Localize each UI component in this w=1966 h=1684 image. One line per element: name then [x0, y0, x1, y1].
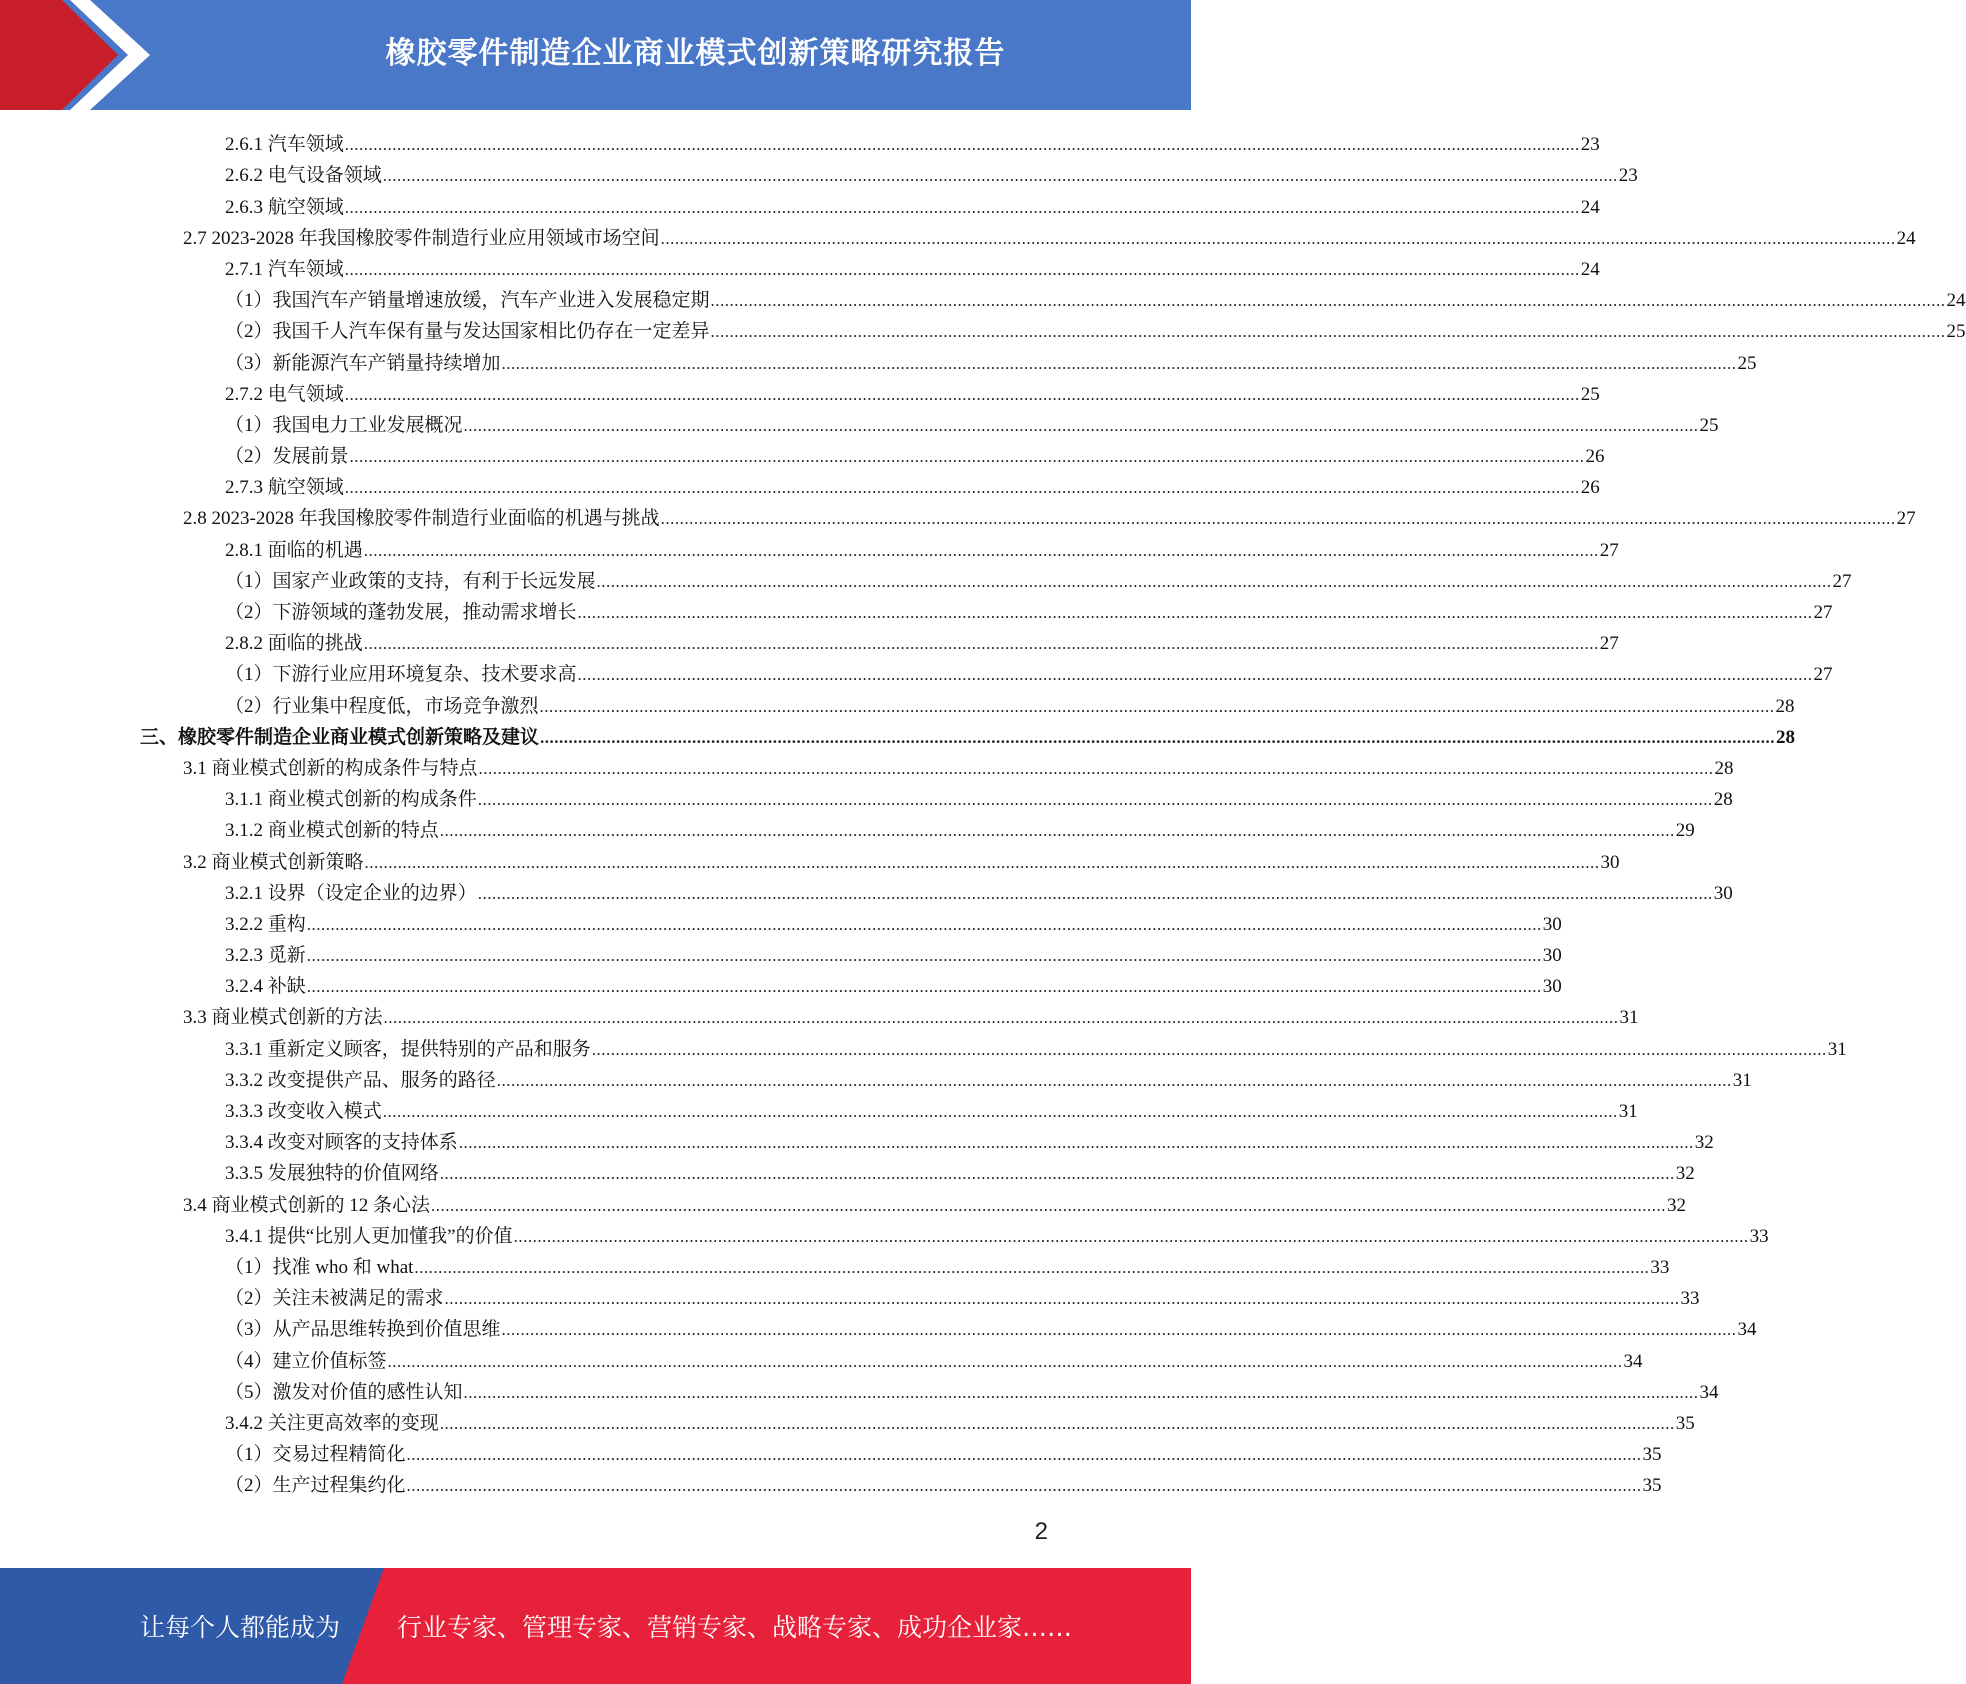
dot-leader: .................................................................................................................................................................................................................................................................... [496, 1070, 1732, 1090]
toc-entry[interactable] [225, 440, 1605, 471]
dot-leader: .................................................................................................................................................................................................................................................................... [344, 197, 1580, 217]
toc-entry-title: （4）建立价值标签 [225, 1350, 387, 1372]
toc-entry-title: 2.8.2 面临的挑战 [225, 633, 363, 655]
toc-entry-title: 3.1.2 商业模式创新的特点 [225, 820, 439, 842]
toc-entry-title: 三、橡胶零件制造企业商业模式创新策略及建议 [140, 726, 540, 748]
toc-entry-page: 31 [1827, 1038, 1847, 1060]
toc-entry-title: （1）下游行业应用环境复杂、技术要求高 [225, 664, 577, 686]
toc-entry[interactable] [225, 908, 1562, 939]
toc-entry-page: 30 [1542, 945, 1562, 967]
dot-leader: .................................................................................................................................................................................................................................................................... [344, 478, 1580, 498]
dot-leader: .................................................................................................................................................................................................................................................................... [344, 384, 1580, 404]
toc-entry[interactable] [225, 190, 1600, 221]
toc-entry-page: 32 [1694, 1132, 1714, 1154]
dot-leader: .................................................................................................................................................................................................................................................................... [477, 790, 1713, 810]
toc-entry-page: 34 [1623, 1350, 1643, 1372]
toc-entry-page: 27 [1599, 633, 1619, 655]
toc-entry-page: 30 [1713, 882, 1733, 904]
toc-entry-title: 3.1 商业模式创新的构成条件与特点 [183, 757, 478, 779]
dot-leader: .................................................................................................................................................................................................................................................................... [591, 1039, 1827, 1059]
dot-leader: .................................................................................................................................................................................................................................................................... [439, 821, 1675, 841]
toc-entry[interactable] [225, 378, 1600, 409]
toc-entry-title: 2.6.1 汽车领域 [225, 134, 344, 156]
dot-leader: .................................................................................................................................................................................................................................................................... [439, 1413, 1675, 1433]
toc-entry-page: 28 [1775, 695, 1795, 717]
toc-entry[interactable] [225, 1376, 1719, 1407]
dot-leader: .................................................................................................................................................................................................................................................................... [710, 291, 1946, 311]
toc-entry-page: 29 [1675, 820, 1695, 842]
toc-entry-title: 3.2.2 重构 [225, 913, 306, 935]
dot-leader: .................................................................................................................................................................................................................................................................... [463, 415, 1699, 435]
dot-leader: .................................................................................................................................................................................................................................................................... [382, 1102, 1618, 1121]
dot-leader: .................................................................................................................................................................................................................................................................... [444, 1289, 1680, 1309]
toc-entry[interactable] [225, 1313, 1757, 1344]
footer-slogan-right: 行业专家、管理专家、营销专家、战略专家、成功企业家…… [397, 1613, 1073, 1642]
table-of-contents [0, 128, 1966, 1500]
toc-entry[interactable] [225, 284, 1966, 315]
dot-leader: .................................................................................................................................................................................................................................................................... [478, 758, 1714, 778]
toc-entry-page: 25 [1699, 414, 1719, 436]
toc-entry-page: 35 [1642, 1444, 1662, 1466]
toc-entry[interactable] [225, 939, 1562, 970]
toc-entry-page: 33 [1749, 1225, 1769, 1247]
toc-entry[interactable] [225, 471, 1600, 502]
toc-entry-title: 2.7 2023-2028 年我国橡胶零件制造行业应用领域市场空间 [183, 227, 660, 249]
toc-entry-page: 23 [1580, 134, 1600, 156]
toc-entry-title: （2）我国千人汽车保有量与发达国家相比仍存在一定差异 [225, 321, 710, 343]
toc-entry[interactable] [183, 502, 1916, 533]
toc-entry[interactable] [140, 721, 1796, 752]
toc-entry[interactable] [225, 596, 1833, 627]
toc-entry[interactable] [225, 689, 1795, 720]
toc-entry-page: 24 [1580, 196, 1600, 218]
toc-entry[interactable] [225, 533, 1619, 564]
toc-entry-page: 24 [1946, 290, 1966, 312]
toc-entry[interactable] [225, 1438, 1662, 1469]
toc-entry-title: 2.8.1 面临的机遇 [225, 539, 363, 561]
toc-entry-page: 28 [1776, 726, 1796, 748]
toc-entry[interactable] [225, 1095, 1638, 1126]
dot-leader: .................................................................................................................................................................................................................................................................... [382, 166, 1618, 186]
toc-entry[interactable] [225, 565, 1852, 596]
toc-entry[interactable] [183, 1001, 1639, 1032]
toc-entry[interactable] [225, 658, 1833, 689]
toc-entry-page: 27 [1896, 508, 1916, 530]
toc-entry-title: 3.3.1 重新定义顾客，提供特别的产品和服务 [225, 1038, 591, 1060]
toc-entry[interactable] [225, 409, 1719, 440]
toc-entry-title: 3.1.1 商业模式创新的构成条件 [225, 789, 477, 811]
toc-entry-title: （2）生产过程集约化 [225, 1475, 406, 1497]
toc-entry-page: 32 [1667, 1194, 1687, 1216]
dot-leader: .................................................................................................................................................................................................................................................................... [596, 571, 1832, 591]
toc-entry-page: 27 [1813, 664, 1833, 686]
toc-entry-title: 2.8 2023-2028 年我国橡胶零件制造行业面临的机遇与挑战 [183, 508, 660, 530]
toc-entry-title: 3.4.1 提供“比别人更加懂我”的价值 [225, 1225, 513, 1247]
page-number: 2 [1034, 1518, 1048, 1545]
dot-leader: .................................................................................................................................................................................................................................................................... [406, 1445, 1642, 1465]
toc-entry[interactable] [225, 128, 1600, 159]
toc-entry[interactable] [183, 222, 1916, 253]
toc-entry-page: 26 [1580, 477, 1600, 499]
toc-entry-page: 30 [1600, 851, 1620, 873]
chevron-arrow-icon [0, 0, 160, 110]
toc-entry-title: 3.2.3 觅新 [225, 945, 306, 967]
dot-leader: .................................................................................................................................................................................................................................................................... [710, 322, 1946, 342]
toc-entry-title: （3）新能源汽车产销量持续增加 [225, 352, 501, 374]
toc-entry-page: 28 [1714, 757, 1734, 779]
toc-entry-title: 3.4 商业模式创新的 12 条心法 [183, 1194, 431, 1216]
toc-entry[interactable] [225, 877, 1733, 908]
toc-entry-page: 27 [1832, 570, 1852, 592]
toc-entry-page: 35 [1675, 1412, 1695, 1434]
dot-leader: .................................................................................................................................................................................................................................................................... [540, 727, 1776, 747]
toc-entry-page: 23 [1618, 165, 1638, 187]
dot-leader: .................................................................................................................................................................................................................................................................... [364, 852, 1600, 872]
toc-entry[interactable] [225, 1064, 1752, 1095]
dot-leader: .................................................................................................................................................................................................................................................................... [306, 946, 1542, 966]
toc-entry-title: 2.7.3 航空领域 [225, 477, 344, 499]
dot-leader: .................................................................................................................................................................................................................................................................... [501, 353, 1737, 373]
dot-leader: .................................................................................................................................................................................................................................................................... [349, 447, 1585, 467]
dot-leader: .................................................................................................................................................................................................................................................................... [660, 509, 1896, 529]
toc-entry[interactable] [225, 1032, 1847, 1063]
toc-entry[interactable] [225, 627, 1619, 658]
dot-leader: .................................................................................................................................................................................................................................................................... [306, 977, 1542, 997]
dot-leader: .................................................................................................................................................................................................................................................................... [458, 1133, 1694, 1153]
dot-leader: .................................................................................................................................................................................................................................................................... [660, 228, 1896, 248]
toc-entry-title: 2.6.2 电气设备领域 [225, 165, 382, 187]
toc-entry[interactable] [225, 253, 1600, 284]
toc-entry-title: （1）找准 who 和 what [225, 1256, 414, 1278]
toc-entry-title: 2.7.1 汽车领域 [225, 258, 344, 280]
toc-entry-title: （3）从产品思维转换到价值思维 [225, 1319, 501, 1341]
footer-slogan-left: 让每个人都能成为 [140, 1613, 341, 1642]
dot-leader: .................................................................................................................................................................................................................................................................... [306, 914, 1542, 934]
header-bar [0, 0, 1191, 110]
toc-entry-page: 31 [1732, 1069, 1752, 1091]
toc-entry[interactable] [225, 159, 1638, 190]
toc-entry[interactable] [225, 783, 1733, 814]
toc-entry[interactable] [225, 814, 1695, 845]
toc-entry-page: 26 [1585, 446, 1605, 468]
dot-leader: .................................................................................................................................................................................................................................................................... [463, 1382, 1699, 1402]
toc-entry-title: （1）交易过程精简化 [225, 1444, 406, 1466]
toc-entry-title: （2）关注未被满足的需求 [225, 1288, 444, 1310]
toc-entry-page: 25 [1737, 352, 1757, 374]
toc-entry-page: 25 [1580, 383, 1600, 405]
toc-entry-title: 3.3 商业模式创新的方法 [183, 1007, 383, 1029]
dot-leader: .................................................................................................................................................................................................................................................................... [439, 1164, 1675, 1184]
toc-entry[interactable] [225, 1251, 1670, 1282]
toc-entry[interactable] [183, 752, 1734, 783]
toc-entry-title: 3.3.4 改变对顾客的支持体系 [225, 1132, 458, 1154]
toc-entry[interactable] [225, 970, 1562, 1001]
dot-leader: .................................................................................................................................................................................................................................................................... [477, 883, 1713, 903]
toc-entry-title: 3.3.2 改变提供产品、服务的路径 [225, 1069, 496, 1091]
toc-entry-page: 28 [1713, 789, 1733, 811]
toc-entry[interactable] [225, 1220, 1769, 1251]
toc-entry-title: 3.2 商业模式创新策略 [183, 851, 364, 873]
toc-entry[interactable] [225, 1157, 1695, 1188]
dot-leader: .................................................................................................................................................................................................................................................................... [539, 696, 1775, 716]
dot-leader: .................................................................................................................................................................................................................................................................... [414, 1257, 1650, 1277]
toc-entry-page: 31 [1619, 1007, 1639, 1029]
toc-entry-page: 34 [1737, 1319, 1757, 1341]
dot-leader: .................................................................................................................................................................................................................................................................... [363, 540, 1599, 560]
toc-entry[interactable] [225, 315, 1966, 346]
dot-leader: .................................................................................................................................................................................................................................................................... [577, 603, 1813, 622]
dot-leader: .................................................................................................................................................................................................................................................................... [577, 665, 1813, 685]
toc-entry-page: 34 [1699, 1381, 1719, 1403]
toc-entry-title: 2.6.3 航空领域 [225, 196, 344, 218]
toc-entry-page: 27 [1599, 539, 1619, 561]
toc-entry-page: 31 [1618, 1101, 1638, 1122]
toc-entry[interactable] [183, 1188, 1687, 1219]
toc-entry[interactable] [225, 346, 1757, 377]
dot-leader: .................................................................................................................................................................................................................................................................... [383, 1008, 1619, 1028]
toc-entry-title: 2.7.2 电气领域 [225, 383, 344, 405]
toc-entry-page: 30 [1542, 976, 1562, 998]
toc-entry-title: （2）行业集中程度低，市场竞争激烈 [225, 695, 539, 717]
toc-entry-page: 24 [1580, 258, 1600, 280]
toc-entry-title: 3.2.4 补缺 [225, 976, 306, 998]
toc-entry-title: （5）激发对价值的感性认知 [225, 1381, 463, 1403]
toc-entry-page: 33 [1650, 1256, 1670, 1278]
toc-entry-page: 33 [1680, 1288, 1700, 1310]
dot-leader: .................................................................................................................................................................................................................................................................... [513, 1226, 1749, 1246]
toc-entry-title: （1）国家产业政策的支持，有利于长远发展 [225, 570, 596, 592]
toc-entry-title: 3.3.3 改变收入模式 [225, 1101, 382, 1122]
toc-entry-title: 3.3.5 发展独特的价值网络 [225, 1163, 439, 1185]
toc-entry-page: 25 [1946, 321, 1966, 343]
toc-entry-page: 35 [1642, 1475, 1662, 1497]
toc-entry-page: 24 [1896, 227, 1916, 249]
dot-leader: .................................................................................................................................................................................................................................................................... [344, 135, 1580, 155]
toc-entry[interactable] [225, 1282, 1700, 1313]
toc-entry-title: （2）发展前景 [225, 446, 349, 468]
toc-entry-title: （1）我国汽车产销量增速放缓，汽车产业进入发展稳定期 [225, 290, 710, 312]
toc-entry[interactable] [183, 845, 1620, 876]
toc-entry-page: 32 [1675, 1163, 1695, 1185]
dot-leader: .................................................................................................................................................................................................................................................................... [387, 1351, 1623, 1371]
dot-leader: .................................................................................................................................................................................................................................................................... [344, 259, 1580, 279]
toc-entry-page: 27 [1813, 602, 1833, 623]
report-title: 橡胶零件制造企业商业模式创新策略研究报告 [385, 36, 1006, 71]
dot-leader: .................................................................................................................................................................................................................................................................... [431, 1195, 1667, 1215]
dot-leader: .................................................................................................................................................................................................................................................................... [363, 634, 1599, 654]
toc-entry[interactable] [225, 1344, 1643, 1375]
footer-banner [0, 1568, 1191, 1684]
dot-leader: .................................................................................................................................................................................................................................................................... [406, 1476, 1642, 1496]
toc-entry[interactable] [225, 1126, 1714, 1157]
dot-leader: .................................................................................................................................................................................................................................................................... [501, 1320, 1737, 1340]
toc-entry[interactable] [225, 1407, 1695, 1438]
toc-entry-title: （1）我国电力工业发展概况 [225, 414, 463, 436]
toc-entry-title: 3.4.2 关注更高效率的变现 [225, 1412, 439, 1434]
toc-entry-title: 3.2.1 设界（设定企业的边界） [225, 882, 477, 904]
toc-entry-title: （2）下游领域的蓬勃发展，推动需求增长 [225, 602, 577, 623]
toc-entry[interactable] [225, 1469, 1662, 1500]
toc-entry-page: 30 [1542, 913, 1562, 935]
